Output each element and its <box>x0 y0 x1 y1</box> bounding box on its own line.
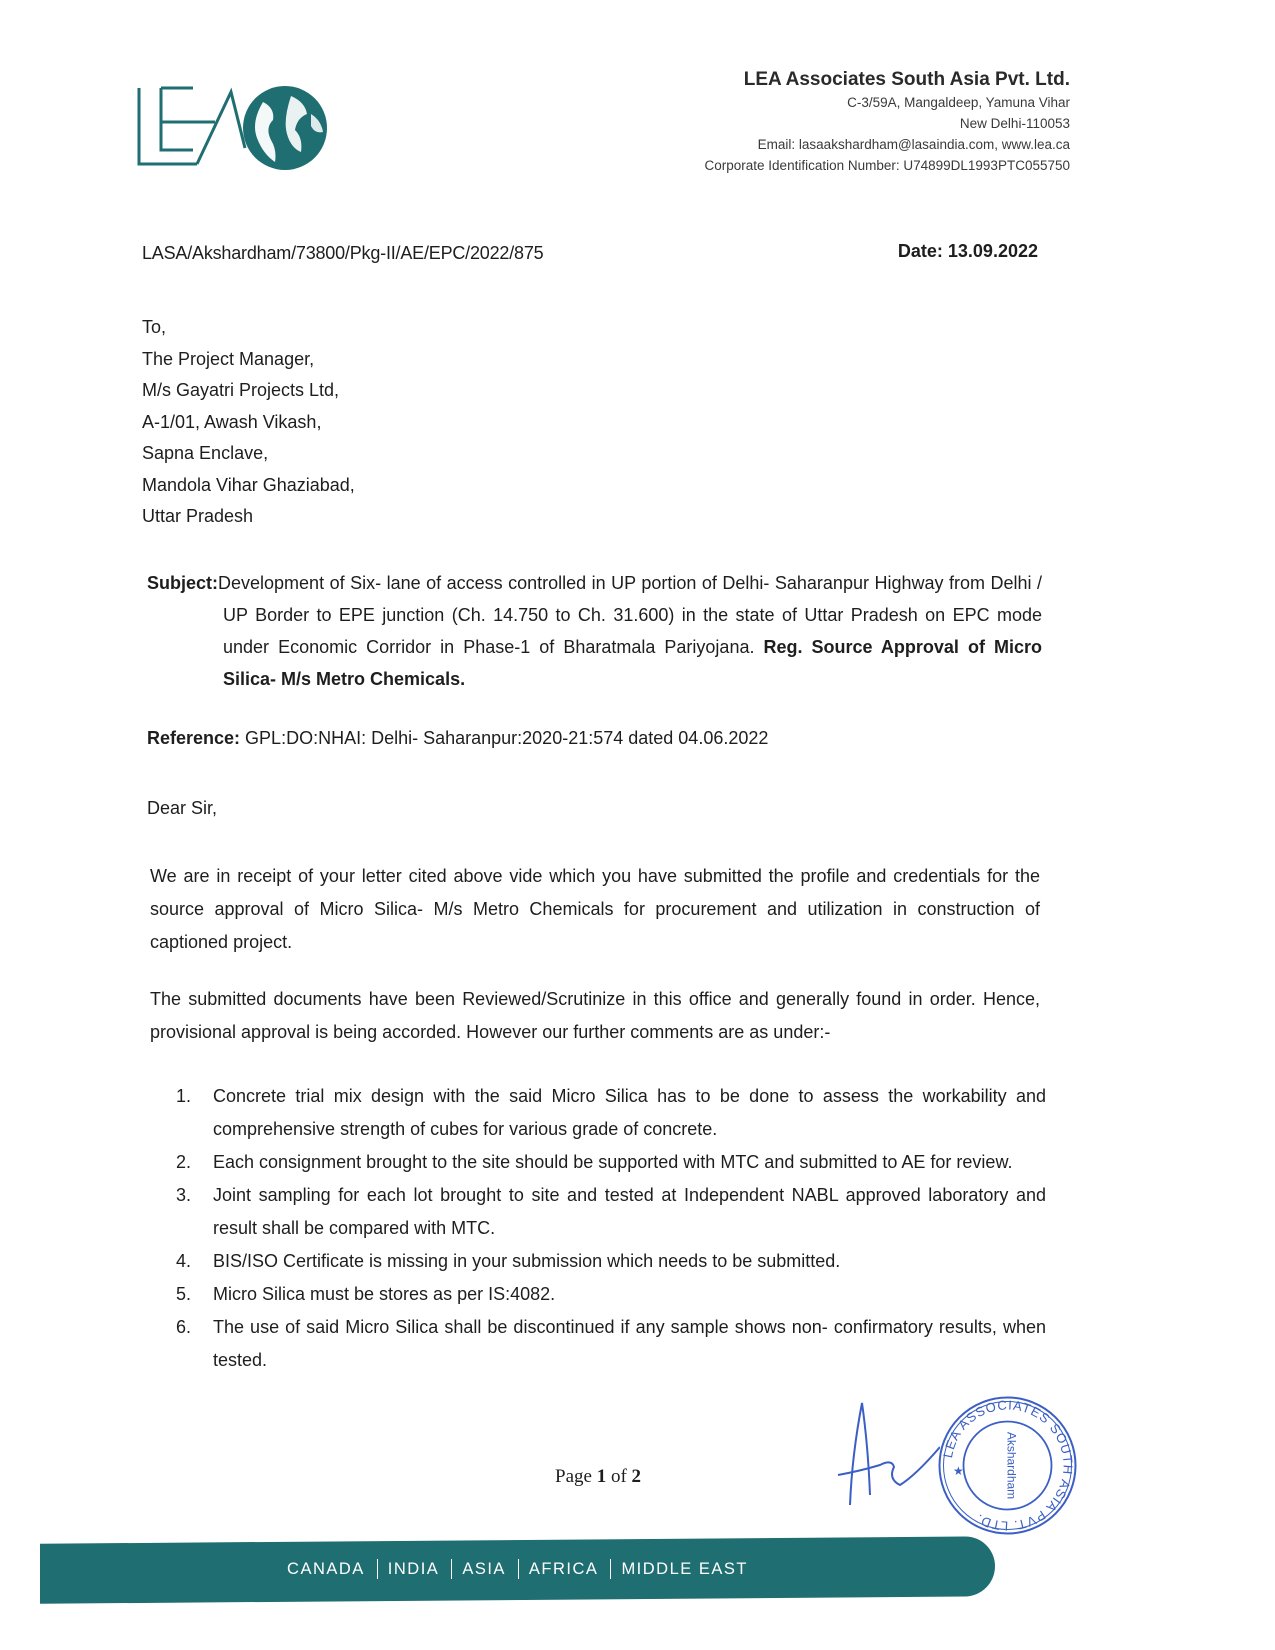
address-line: Uttar Pradesh <box>142 506 254 526</box>
svg-text:Akshardham: Akshardham <box>1004 1431 1019 1500</box>
salutation: Dear Sir, <box>147 798 218 818</box>
contact-info: Email: lasaakshardham@lasaindia.com, www.lea.ca <box>757 137 1070 152</box>
footer-region: MIDDLE EAST <box>621 1559 748 1578</box>
subject-bold-text: Reg. Source Approval of Micro Silica- M/s Metro Chemicals. <box>223 637 1042 689</box>
cin-number: Corporate Identification Number: U74899DL1993PTC055750 <box>704 158 1070 173</box>
lea-globe-logo-icon <box>135 78 355 170</box>
address-line: The Project Manager, <box>142 348 315 369</box>
reference-number: LASA/Akshardham/73800/Pkg-II/AE/EPC/2022/875 <box>142 243 544 263</box>
address-line: Mandola Vihar Ghaziabad, <box>142 474 355 495</box>
list-item: 4. BIS/ISO Certificate is missing in your submission which needs to be submitted. <box>176 1251 841 1271</box>
body-paragraph-1: We are in receipt of your letter cited above vide which you have submitted the profile and credentials for the source approval of Micro Silica- M/s Metro Chemicals for procurement and utilization in construction of captioned project. <box>150 866 1040 952</box>
list-item: 5. Micro Silica must be stores as per IS:4082. <box>176 1284 556 1304</box>
signature <box>830 1395 940 1515</box>
divider <box>377 1559 378 1579</box>
signature-icon <box>830 1395 940 1515</box>
reference-block <box>147 728 768 749</box>
svg-text:★: ★ <box>953 1464 964 1478</box>
comments-list <box>176 1080 1046 1377</box>
address-line-1: C-3/59A, Mangaldeep, Yamuna Vihar <box>847 95 1070 110</box>
svg-text:LEA ASSOCIATES SOUTH ASIA PVT.: LEA ASSOCIATES SOUTH ASIA PVT. LTD. <box>940 1397 1076 1534</box>
body-paragraph-2: The submitted documents have been Reviewed/Scrutinize in this office and generally found in order. Hence, provisional approval is being accorded. However our further comments are as under:- <box>150 989 1040 1042</box>
footer-region: ASIA <box>462 1559 506 1578</box>
list-item: 1. Concrete trial mix design with the said Micro Silica has to be done to assess the workability and comprehensive strength of cubes for various grade of concrete. <box>176 1086 1046 1139</box>
list-item: 2. Each consignment brought to the site should be supported with MTC and submitted to AE for review. <box>176 1152 1013 1172</box>
subject-block <box>147 567 1042 695</box>
address-line: A-1/01, Awash Vikash, <box>142 411 322 432</box>
list-item: 6. The use of said Micro Silica shall be discontinued if any sample shows non- confirmatory results, when tested. <box>176 1317 1046 1370</box>
footer-region: AFRICA <box>528 1559 599 1578</box>
footer-banner <box>40 1540 1000 1600</box>
company-logo <box>135 78 355 170</box>
reference-text: GPL:DO:NHAI: Delhi- Saharanpur:2020-21:574 dated 04.06.2022 <box>240 728 769 748</box>
recipient-address <box>142 312 355 533</box>
address-line-2: New Delhi-110053 <box>959 116 1070 131</box>
list-item: 3. Joint sampling for each lot brought to site and tested at Independent NABL approved laboratory and result shall be compared with MTC. <box>176 1185 1046 1238</box>
address-line: To, <box>142 317 167 337</box>
divider <box>610 1559 611 1579</box>
divider <box>518 1559 519 1579</box>
footer-region: INDIA <box>387 1559 440 1578</box>
footer-region: CANADA <box>287 1559 365 1578</box>
company-name: LEA Associates South Asia Pvt. Ltd. <box>743 69 1070 90</box>
letterhead <box>705 68 1070 176</box>
company-stamp <box>935 1393 1080 1538</box>
subject-text: Development of Six- lane of access controlled in UP portion of Delhi- Saharanpur Highway from Delhi / UP Border to EPE junction (Ch. 14.750 to Ch. 31.600) in the state of Uttar Pradesh on EPC mode under Economic Corridor in Phase-1 of Bharatmala Pariyojana. <box>218 573 1042 657</box>
reference-label: Reference: <box>147 728 241 748</box>
stamp-seal-icon <box>935 1393 1080 1538</box>
address-line: M/s Gayatri Projects Ltd, <box>142 380 340 400</box>
page-number: Page 1 of 2 <box>555 1466 642 1487</box>
letter-date: Date: 13.09.2022 <box>897 241 1038 261</box>
address-line: Sapna Enclave, <box>142 443 269 463</box>
subject-label: Subject: <box>147 573 219 593</box>
divider <box>451 1559 452 1579</box>
